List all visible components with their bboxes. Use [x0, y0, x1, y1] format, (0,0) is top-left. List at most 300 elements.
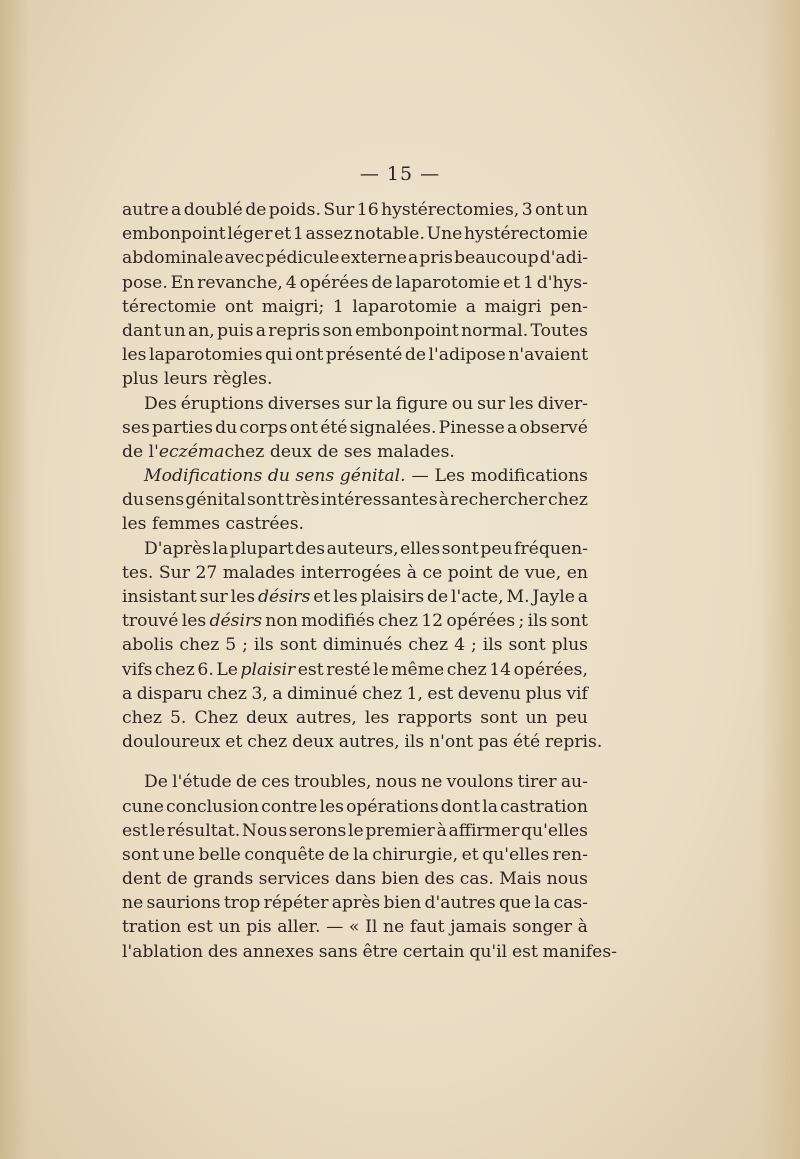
word: de [371, 272, 393, 293]
word: peu [480, 538, 513, 559]
word: dont [440, 796, 481, 817]
word: ont [224, 296, 254, 317]
word: D'après [144, 538, 211, 559]
word: 27 [195, 562, 218, 583]
word: sont [122, 844, 160, 865]
word: castration [500, 796, 588, 817]
text-line [122, 795, 588, 819]
word: contre [261, 796, 318, 817]
word: embonpoint [355, 320, 459, 341]
word: Le [216, 659, 238, 680]
word: et [461, 844, 479, 865]
word: pen- [549, 296, 588, 317]
text-line [122, 222, 588, 246]
word: autres, [338, 732, 400, 753]
word: et [313, 587, 331, 607]
word: la [352, 844, 369, 865]
word: trouvé [122, 611, 179, 632]
word: pose. [122, 272, 168, 293]
word: deux [291, 732, 334, 753]
word: la [376, 393, 392, 414]
word: après [331, 893, 381, 914]
word: jamais [450, 917, 507, 938]
word: des [207, 941, 238, 962]
word: est [186, 917, 213, 938]
word: opérées [299, 272, 369, 293]
word: ils [482, 635, 503, 656]
text-line [122, 843, 588, 867]
word: sens [145, 490, 185, 511]
word: abdominale [122, 248, 224, 269]
word: autre [122, 200, 169, 220]
word: très [285, 490, 320, 511]
word: a [272, 683, 283, 704]
word: est [511, 941, 538, 962]
word: les [230, 587, 256, 607]
word: ; [518, 611, 525, 632]
word: chez [154, 659, 195, 680]
word: diverses [267, 393, 341, 414]
word: Chez [194, 707, 238, 728]
word: 1 [332, 296, 344, 317]
word: saurions [146, 893, 221, 914]
word: pédicule [265, 248, 340, 269]
text-line [122, 537, 588, 561]
word: a [507, 417, 518, 438]
word: est [427, 683, 454, 704]
word: diminué [287, 683, 358, 704]
word: beaucoup [454, 248, 539, 269]
word: plus leurs règles. [122, 369, 273, 390]
word: l'acte, [451, 587, 504, 607]
word: ont [289, 417, 318, 438]
word: a [465, 296, 476, 317]
word: rechercher [450, 490, 547, 511]
word: notable. [354, 224, 425, 245]
word: sur [199, 587, 228, 607]
word: repris. [544, 732, 603, 753]
word: intéressantes [320, 490, 438, 511]
word: manifes- [542, 941, 617, 962]
word: a [122, 683, 133, 704]
word: Il [365, 917, 378, 938]
word: doublé [183, 200, 243, 220]
text-line [122, 706, 588, 730]
word: 6. [197, 659, 214, 680]
text-line [122, 867, 588, 891]
word: maigri [484, 296, 542, 317]
word: premier [365, 820, 435, 841]
word: avec [224, 248, 265, 269]
text-line [122, 819, 588, 843]
word: normal. [461, 320, 529, 341]
word: chez [247, 732, 288, 753]
word: le [373, 659, 389, 680]
word: a [408, 248, 419, 269]
word: conclusion [166, 796, 259, 817]
word: cune [122, 796, 164, 817]
text-line [122, 585, 588, 609]
word: parties [152, 417, 213, 438]
word: les [122, 345, 147, 366]
word: la [534, 893, 551, 914]
word: ; [242, 635, 248, 656]
word: les [509, 393, 534, 414]
text-line [122, 271, 588, 295]
word: les [181, 611, 207, 632]
word: au- [560, 772, 588, 793]
word: externe [340, 248, 407, 269]
word: En [170, 272, 195, 293]
word: trop [223, 893, 261, 914]
word: tration [122, 917, 182, 938]
word: douloureux [122, 732, 221, 753]
word: opérations [346, 796, 439, 817]
word: une [162, 844, 195, 865]
word: plus [525, 683, 562, 704]
word: un [163, 320, 186, 341]
word: Mais [499, 869, 542, 890]
word: résultat. [166, 820, 241, 841]
word: est [297, 659, 324, 680]
word: de [404, 345, 427, 366]
word: de [166, 869, 188, 890]
word: devenu [457, 683, 521, 704]
text-line [122, 392, 588, 416]
word: Pinesse [438, 417, 505, 438]
word: hystérectomies, [381, 200, 520, 220]
word: 1, [406, 683, 423, 704]
word: térectomie [122, 296, 217, 317]
word: laparotomies [148, 345, 263, 366]
word: a [577, 587, 588, 607]
word: de [498, 562, 520, 583]
word: sur [344, 393, 373, 414]
text-line [122, 464, 588, 488]
word: nous [375, 772, 417, 793]
word: annexes [242, 941, 314, 962]
text-line [122, 343, 588, 367]
word: plupart [229, 538, 294, 559]
word: tes. [122, 562, 154, 583]
word: qui [265, 345, 293, 366]
word: 16 [356, 200, 379, 220]
text-line [122, 512, 588, 536]
word: hystérectomie [463, 224, 588, 245]
word: l'étude [172, 772, 232, 793]
text-line [122, 633, 588, 657]
word: chez [377, 611, 418, 632]
page-number: — 15 — [359, 163, 441, 185]
word: — [411, 466, 429, 487]
word: diminués [322, 635, 403, 656]
text-line [122, 488, 588, 512]
word: Toutes [530, 320, 588, 341]
text-line [122, 682, 588, 706]
word: d'autres [424, 893, 496, 914]
word: ou [451, 393, 474, 414]
word: assez [305, 224, 353, 245]
word: les [333, 587, 358, 607]
word: chez deux de ses malades. [224, 441, 455, 462]
word: plaisir [240, 659, 296, 680]
word: pis [246, 917, 272, 938]
word: à [436, 820, 447, 841]
word: la [482, 796, 498, 817]
word: dant [122, 320, 162, 341]
word: être [362, 941, 398, 962]
word: l'ablation [122, 941, 204, 962]
word: resté [326, 659, 371, 680]
text-line [122, 367, 588, 391]
word: affirmer [448, 820, 520, 841]
word: d'hys- [536, 272, 588, 293]
word: présenté [325, 345, 403, 366]
word: voulons [446, 772, 514, 793]
word: chez [408, 635, 449, 656]
text-line [122, 295, 588, 319]
word: tirer [517, 772, 557, 793]
word: répéter [263, 893, 329, 914]
word: d'adi- [539, 248, 588, 269]
word: été [320, 417, 348, 438]
word: opérées [446, 611, 516, 632]
word: à [577, 917, 588, 938]
word: 14 [489, 659, 512, 680]
word: sans [318, 941, 358, 962]
word: sont [508, 635, 546, 656]
word: ce [422, 562, 443, 583]
word: ; [470, 635, 477, 656]
word: « [348, 917, 360, 938]
word: pris [419, 248, 453, 269]
word: le [347, 820, 364, 841]
word: 5 [225, 635, 237, 656]
word: son [322, 320, 353, 341]
word: repris [268, 320, 321, 341]
word: ne [383, 917, 405, 938]
word: n'ont [429, 732, 474, 753]
word: de l' [122, 441, 159, 462]
word: chez [547, 490, 588, 511]
word: ont [535, 200, 564, 220]
body-text [122, 198, 617, 964]
text-line [122, 561, 588, 585]
word: Sur [158, 562, 190, 583]
word: en [566, 562, 588, 583]
word: Nous [241, 820, 288, 841]
word: à [438, 490, 450, 511]
word: dans [334, 869, 377, 890]
word: vif [566, 683, 588, 704]
word: génital [185, 490, 246, 511]
word: Une [426, 224, 463, 245]
word: ils [253, 635, 274, 656]
word: de [328, 844, 350, 865]
text-line [122, 940, 617, 964]
word: M. [506, 587, 530, 607]
text-line [122, 198, 588, 222]
word: bien [381, 869, 420, 890]
word: des [295, 538, 326, 559]
word: un [218, 917, 241, 938]
word: malades [222, 562, 296, 583]
word: poids. [268, 200, 321, 220]
word: du [122, 490, 145, 511]
word: plaisirs [360, 587, 425, 607]
word: modifications [470, 466, 588, 487]
word: maigri; [261, 296, 325, 317]
word: De [144, 772, 168, 793]
word: fréquen- [514, 538, 588, 559]
word: désirs [257, 587, 311, 607]
word: 1 [522, 272, 534, 293]
word: qu'elles [482, 844, 550, 865]
word: songer [512, 917, 572, 938]
text-line [122, 319, 588, 343]
word: éruptions [180, 393, 264, 414]
word: qu'elles [521, 820, 588, 841]
word: an, [187, 320, 215, 341]
word: 1 [292, 224, 304, 245]
word: observé [519, 417, 588, 438]
word: abolis [122, 635, 174, 656]
word: vue, [524, 562, 562, 583]
word: sont [441, 538, 479, 559]
word: laparotomie [395, 272, 501, 293]
word: dent [122, 869, 162, 890]
word: et [274, 224, 292, 245]
word: des [424, 869, 455, 890]
word: Modifications du sens génital. [144, 466, 406, 487]
word: de [245, 200, 267, 220]
word: ces [261, 772, 290, 793]
word: conquête [244, 844, 325, 865]
word: — [326, 917, 344, 938]
word: point [447, 562, 493, 583]
word: ont [295, 345, 324, 366]
word: puis [217, 320, 254, 341]
word: et [225, 732, 243, 753]
word: du [215, 417, 238, 438]
text-line [122, 730, 603, 754]
word: cas. [459, 869, 494, 890]
word: autres, [295, 707, 357, 728]
word: aller. [277, 917, 321, 938]
word: l'adipose [428, 345, 506, 366]
word: vifs [122, 659, 153, 680]
text-line [122, 891, 588, 915]
word: un [565, 200, 588, 220]
word: bien [383, 893, 422, 914]
word: services [258, 869, 330, 890]
word: 12 [421, 611, 444, 632]
word: et [503, 272, 521, 293]
word: chez [122, 707, 162, 728]
text-line [122, 658, 588, 682]
word: ne [421, 772, 443, 793]
word: les [319, 796, 344, 817]
word: diver- [537, 393, 588, 414]
word: la [212, 538, 229, 559]
word: chez [446, 659, 487, 680]
word: grands [192, 869, 254, 890]
word: à [406, 562, 417, 583]
word: pas [478, 732, 509, 753]
word: serons [288, 820, 347, 841]
text-line [122, 440, 588, 464]
word: nous [546, 869, 588, 890]
word: qu'il [469, 941, 508, 962]
word: ils [404, 732, 425, 753]
word: cas- [553, 893, 588, 914]
word: chez [362, 683, 403, 704]
word: embonpoint [122, 224, 226, 245]
text-line [122, 915, 588, 939]
word: non [265, 611, 298, 632]
word: été [512, 732, 541, 753]
word: les [364, 707, 390, 728]
word: est [122, 820, 148, 841]
word: a [255, 320, 266, 341]
word: belle [198, 844, 241, 865]
word: laparotomie [352, 296, 458, 317]
text-line [122, 246, 588, 270]
word: n'avaient [508, 345, 588, 366]
word: Sur [323, 200, 355, 220]
word: Jayle [532, 587, 575, 607]
word: désirs [209, 611, 263, 632]
word: les femmes castrées. [122, 514, 304, 535]
word: disparu [136, 683, 203, 704]
word: chez [207, 683, 247, 704]
word: de [235, 772, 258, 793]
word: sur [477, 393, 506, 414]
word: léger [227, 224, 273, 245]
word: sont [480, 707, 518, 728]
text-line [122, 770, 588, 794]
word: que [498, 893, 532, 914]
word: plus [551, 635, 588, 656]
word: chez [179, 635, 220, 656]
word: Des [144, 393, 177, 414]
word: modifiés [301, 611, 375, 632]
word: interrogées [300, 562, 402, 583]
word: de [426, 587, 449, 607]
word: Les [434, 466, 465, 487]
word: le [149, 820, 166, 841]
word: sont [550, 611, 588, 632]
word: certain [402, 941, 465, 962]
word: rapports [397, 707, 473, 728]
word: sont [279, 635, 317, 656]
word: ren- [552, 844, 588, 865]
word: même [391, 659, 445, 680]
word: opérées, [513, 659, 588, 680]
word: corps [239, 417, 288, 438]
word: 5. [169, 707, 187, 728]
word: auteurs, [326, 538, 399, 559]
word: ses [122, 417, 150, 438]
word: ils [527, 611, 548, 632]
word: figure [395, 393, 448, 414]
word: a [171, 200, 182, 220]
word: peu [555, 707, 588, 728]
word: 4 [285, 272, 297, 293]
word: deux [245, 707, 288, 728]
word: ne [122, 893, 144, 914]
word: insistant [122, 587, 197, 607]
